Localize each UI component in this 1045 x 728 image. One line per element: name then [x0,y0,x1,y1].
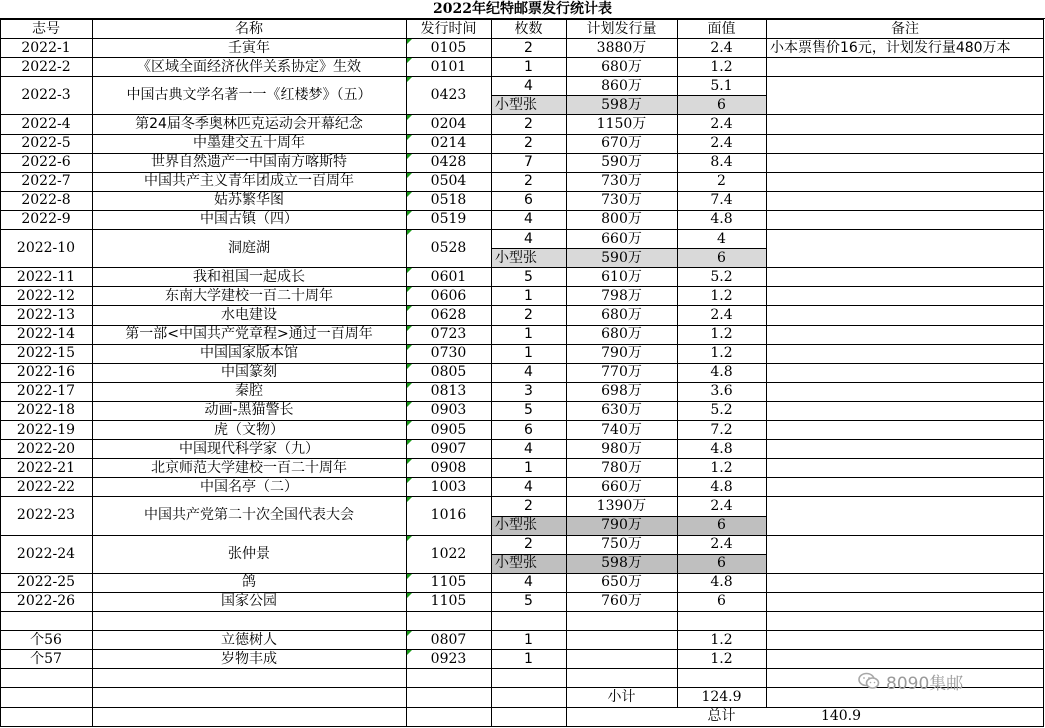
column-line [491,19,492,726]
stamp-name: 秦腔 [235,383,263,400]
stamp-name: 中国现代科学家（九） [179,440,319,457]
face-value: 6 [717,517,726,534]
row-line [0,267,1044,268]
sub-row-line [491,95,767,96]
column-line [406,19,407,726]
row-line [0,535,1044,536]
column-header: 志号 [32,20,60,37]
face-value: 4.8 [710,574,733,591]
face-value: 6 [717,249,726,266]
face-value: 8.4 [710,154,733,171]
cell-corner-marker [407,39,412,44]
planned-quantity [566,630,677,649]
stamp-name: 中国共产党第二十次全国代表大会 [144,507,354,524]
stamp-count: 2 [524,497,533,514]
cell-corner-marker [407,115,412,120]
stamp-count: 2 [524,536,533,553]
stamp-name: 立德树人 [221,631,277,648]
row-line [0,38,1044,39]
planned-quantity: 680万 [601,58,642,75]
issue-date: 0606 [430,287,467,304]
stamp-id: 2022-9 [21,211,71,228]
cell-corner-marker [407,536,412,541]
stamp-id: 2022-15 [16,345,76,362]
stamp-id: 2022-21 [16,459,76,476]
stamp-name: 国家公园 [221,593,277,610]
stamp-name: 鸽 [242,574,256,591]
cell-corner-marker [407,211,412,216]
stamp-id: 2022-12 [16,287,76,304]
row-line [0,439,1044,440]
cell-corner-marker [407,421,412,426]
row-line [0,707,1044,708]
stamp-count: 小型张 [495,249,537,266]
stamp-count: 5 [524,402,533,419]
planned-quantity: 800万 [601,211,642,228]
stamp-id: 2022-23 [16,507,76,524]
row-line [0,76,1044,77]
column-line [677,19,678,707]
stamp-name: 中国古典文学名著一一《红楼梦》（五） [126,87,372,104]
cell-corner-marker [407,306,412,311]
stamp-count: 1 [524,345,533,362]
face-value: 7.4 [710,192,733,209]
row-line [0,630,1044,631]
stamp-id: 2022-6 [21,154,71,171]
subtotal-value: 124.9 [701,688,742,705]
issue-date: 0628 [430,306,467,323]
stamp-id: 2022-25 [16,574,76,591]
stamp-name: 岁物丰成 [221,650,277,667]
stamp-id: 个56 [30,631,62,648]
row-line [0,496,1044,497]
column-line [566,19,567,726]
stamp-count: 6 [524,421,533,438]
stamp-count: 2 [524,115,533,132]
face-value: 4.8 [710,364,733,381]
stamp-id: 2022-8 [21,192,71,209]
stamp-id: 个57 [30,650,62,667]
cell-corner-marker [407,459,412,464]
stamp-name [92,668,406,687]
stamp-name: 中墨建交五十周年 [193,135,305,152]
issue-date: 0807 [430,631,467,648]
face-value: 4 [717,230,726,247]
row-line [0,305,1044,306]
stamp-name: 北京师范大学建校一百二十周年 [151,459,347,476]
planned-quantity: 1150万 [596,115,647,132]
column-line [92,19,93,726]
cell-corner-marker [407,326,412,331]
column-header: 发行时间 [420,20,477,37]
cell-corner-marker [407,345,412,350]
stamp-count: 1 [524,459,533,476]
face-value: 1.2 [710,58,733,75]
issue-date: 0813 [430,383,467,400]
face-value: 1.2 [710,631,733,648]
column-header: 备注 [891,20,919,37]
planned-quantity: 780万 [601,459,642,476]
issue-date [406,611,491,630]
planned-quantity: 1390万 [596,497,647,514]
stamp-id: 2022-20 [16,440,76,457]
stamp-name: 中国共产主义青年团成立一百周年 [144,173,354,190]
stamp-count: 5 [524,268,533,285]
wechat-icon [858,672,880,690]
sub-row-line [491,554,767,555]
planned-quantity: 670万 [601,135,642,152]
cell-corner-marker [407,593,412,598]
row-line [0,401,1044,402]
row-line [0,229,1044,230]
remark: 小本票售价16元，计划发行量480万本 [770,39,1011,56]
cell-corner-marker [407,287,412,292]
planned-quantity: 680万 [601,326,642,343]
stamp-count [491,611,566,630]
planned-quantity: 860万 [601,77,642,94]
issue-date: 0730 [430,345,467,362]
face-value: 1.2 [710,326,733,343]
issue-date: 0528 [430,240,467,257]
face-value: 6 [717,96,726,113]
stamp-count [491,668,566,687]
row-line [0,210,1044,211]
stamp-id [0,668,92,687]
planned-quantity: 660万 [601,230,642,247]
cell-corner-marker [407,192,412,197]
face-value: 2.4 [710,306,733,323]
planned-quantity [566,668,677,687]
face-value: 5.1 [710,77,733,94]
table-bottom-line [0,726,1044,727]
stamp-id: 2022-11 [16,268,76,285]
cell-corner-marker [407,173,412,178]
issue-date: 0423 [430,87,467,104]
stamp-id: 2022-17 [16,383,76,400]
row-line [0,153,1044,154]
column-line [1043,19,1044,726]
stamp-count: 5 [524,593,533,610]
row-line [0,286,1044,287]
row-line [0,19,1044,20]
stamp-name: 中国篆刻 [221,364,277,381]
face-value: 1.2 [710,459,733,476]
cell-corner-marker [407,650,412,655]
issue-date: 1016 [430,507,467,524]
face-value: 4.8 [710,211,733,228]
planned-quantity: 598万 [601,555,642,572]
stamp-count: 1 [524,326,533,343]
row-line [0,344,1044,345]
row-line [0,573,1044,574]
cell-corner-marker [407,497,412,502]
planned-quantity: 790万 [601,517,642,534]
cell-corner-marker [407,58,412,63]
row-line [0,477,1044,478]
stamp-name: 姑苏繁华图 [214,192,284,209]
row-line [0,191,1044,192]
total-value: 140.9 [820,708,862,725]
column-line [766,19,767,707]
stamp-name: 世界自然遗产一中国南方喀斯特 [151,154,347,171]
planned-quantity: 3880万 [596,39,647,56]
issue-date: 0204 [430,115,467,132]
stamp-count: 4 [524,440,533,457]
stamp-id: 2022-4 [21,115,71,132]
issue-date: 1022 [430,545,467,562]
stamp-id: 2022-26 [16,593,76,610]
stamp-name: 中国古镇（四） [200,211,298,228]
face-value: 5.2 [710,268,733,285]
planned-quantity: 698万 [601,383,642,400]
face-value: 5.2 [710,402,733,419]
stamp-count: 7 [524,154,533,171]
issue-date: 0908 [430,459,467,476]
issue-date: 0923 [430,650,467,667]
issue-date: 0105 [430,39,467,56]
stamp-id: 2022-10 [16,240,76,257]
issue-date: 0723 [430,326,467,343]
cell-corner-marker [407,135,412,140]
planned-quantity: 740万 [601,421,642,438]
stamp-count: 小型张 [495,555,537,572]
row-line [0,649,1044,650]
stamp-name: 虎（文物） [214,421,284,438]
planned-quantity: 790万 [601,345,642,362]
face-value: 1.2 [710,345,733,362]
stamp-count: 4 [524,211,533,228]
face-value [677,668,766,687]
issue-date: 0601 [430,268,467,285]
face-value: 6 [717,593,726,610]
planned-quantity: 980万 [601,440,642,457]
column-line [0,19,1,726]
row-line [0,611,1044,612]
row-line [0,420,1044,421]
cell-corner-marker [407,364,412,369]
face-value: 3.6 [710,383,733,400]
stamp-id: 2022-22 [16,478,76,495]
issue-date: 0805 [430,364,467,381]
cell-corner-marker [407,440,412,445]
face-value: 2.4 [710,536,733,553]
planned-quantity: 770万 [601,364,642,381]
stamp-count: 1 [524,287,533,304]
row-line [0,382,1044,383]
cell-corner-marker [407,383,412,388]
stamp-name: 中国名亭（二） [200,478,298,495]
issue-date: 0504 [430,173,467,190]
watermark [858,668,963,694]
planned-quantity: 590万 [601,249,642,266]
stamp-count: 4 [524,574,533,591]
row-line [0,172,1044,173]
face-value [677,611,766,630]
stamp-name: 东南大学建校一百二十周年 [165,287,333,304]
issue-date: 1003 [430,478,467,495]
cell-corner-marker [407,631,412,636]
stamp-count: 2 [524,135,533,152]
stamp-count: 2 [524,173,533,190]
planned-quantity: 598万 [601,96,642,113]
table-title: 2022年纪特邮票发行统计表 [0,0,1045,19]
face-value: 7.2 [710,421,733,438]
stamp-name: 第一部<中国共产党章程>通过一百周年 [125,326,373,343]
stamp-id [0,611,92,630]
watermark-text: 8090集邮 [886,673,964,694]
row-line [0,114,1044,115]
stamp-id: 2022-2 [21,58,71,75]
planned-quantity: 730万 [601,192,642,209]
planned-quantity: 610万 [601,268,642,285]
issue-date: 0903 [430,402,467,419]
row-line [0,592,1044,593]
face-value: 4.8 [710,440,733,457]
face-value: 2.4 [710,497,733,514]
stamp-id: 2022-14 [16,326,76,343]
stamp-count: 1 [524,631,533,648]
planned-quantity: 650万 [601,574,642,591]
issue-date: 1105 [430,593,467,610]
stamp-id: 2022-13 [16,306,76,323]
stamp-count: 4 [524,230,533,247]
cell-corner-marker [407,574,412,579]
column-header: 名称 [235,20,263,37]
stamp-count: 1 [524,650,533,667]
stamp-name: 水电建设 [221,306,277,323]
stamp-name: 张仲景 [228,545,270,562]
planned-quantity: 798万 [601,287,642,304]
stamp-count: 小型张 [495,517,537,534]
stamp-id: 2022-18 [16,402,76,419]
stamp-count: 4 [524,77,533,94]
planned-quantity: 760万 [601,593,642,610]
stamp-count: 2 [524,39,533,56]
issue-date: 1105 [430,574,467,591]
stamp-name: 《区域全面经济伙伴关系协定》生效 [137,58,361,75]
row-line [0,458,1044,459]
stamp-count: 3 [524,383,533,400]
stamp-id: 2022-5 [21,135,71,152]
stamp-id: 2022-24 [16,545,76,562]
column-header: 面值 [707,20,736,37]
stamp-count: 6 [524,192,533,209]
planned-quantity: 730万 [601,173,642,190]
cell-corner-marker [407,154,412,159]
face-value: 2.4 [710,115,733,132]
face-value: 1.2 [710,287,733,304]
issue-date: 0101 [430,58,467,75]
stamp-name: 中国国家版本馆 [200,345,298,362]
planned-quantity: 590万 [601,154,642,171]
row-line [0,57,1044,58]
stamp-count: 1 [524,58,533,75]
issue-date [406,668,491,687]
cell-corner-marker [407,478,412,483]
planned-quantity: 660万 [601,478,642,495]
sub-row-line [491,516,767,517]
row-line [0,134,1044,135]
face-value: 2.4 [710,135,733,152]
planned-quantity: 750万 [601,536,642,553]
subtotal-label: 小计 [607,688,636,705]
total-label: 总计 [707,708,736,725]
column-header: 计划发行量 [586,20,657,37]
planned-quantity: 680万 [601,306,642,323]
row-line [0,363,1044,364]
stamp-name: 第24届冬季奥林匹克运动会开幕纪念 [135,115,363,132]
sub-row-line [491,248,767,249]
stamp-id: 2022-7 [21,173,71,190]
cell-corner-marker [407,230,412,235]
cell-corner-marker [407,77,412,82]
issue-date: 0519 [430,211,467,228]
issue-date: 0905 [430,421,467,438]
column-header: 枚数 [514,20,543,37]
face-value: 4.8 [710,478,733,495]
planned-quantity [566,611,677,630]
stamp-name: 动画-黑猫警长 [204,402,294,419]
stamp-name [92,611,406,630]
row-line [0,325,1044,326]
face-value: 2 [717,173,726,190]
stamp-count: 小型张 [495,96,537,113]
issue-date: 0518 [430,192,467,209]
stamp-count: 4 [524,478,533,495]
issue-date: 0907 [430,440,467,457]
issue-date: 0428 [430,154,467,171]
stamp-id: 2022-3 [21,87,71,104]
stamp-count: 4 [524,364,533,381]
planned-quantity [566,649,677,668]
stamp-name: 我和祖国一起成长 [193,268,305,285]
stamp-count: 2 [524,306,533,323]
stamp-id: 2022-1 [21,39,71,56]
face-value: 1.2 [710,650,733,667]
issue-date: 0214 [430,135,467,152]
stamp-id: 2022-19 [16,421,76,438]
stamp-id: 2022-16 [16,364,76,381]
stamp-name: 壬寅年 [228,39,270,56]
face-value: 2.4 [710,39,733,56]
cell-corner-marker [407,268,412,273]
cell-corner-marker [407,402,412,407]
planned-quantity: 630万 [601,402,642,419]
stamp-name: 洞庭湖 [228,240,270,257]
face-value: 6 [717,555,726,572]
